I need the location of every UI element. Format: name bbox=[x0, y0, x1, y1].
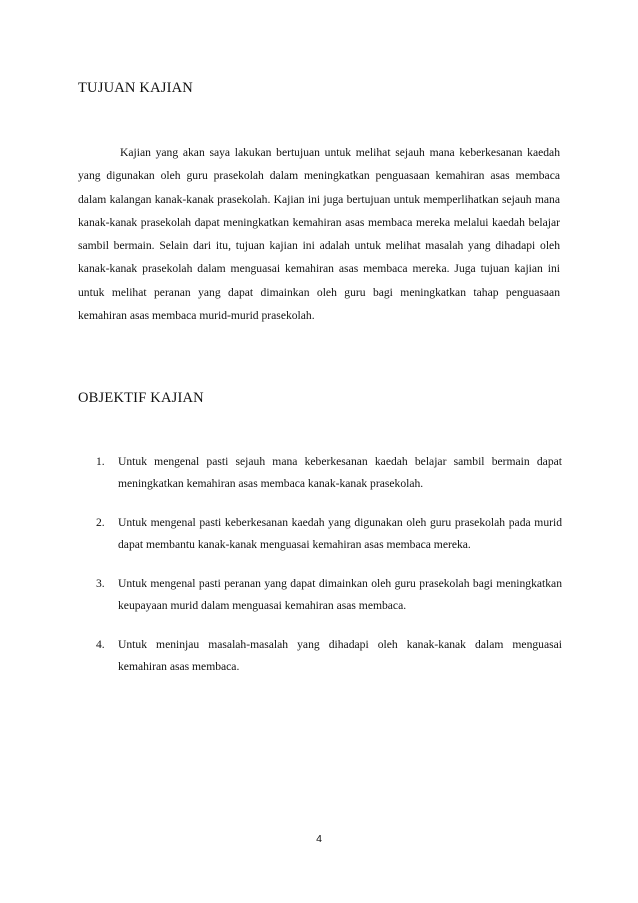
objective-text: Untuk mengenal pasti sejauh mana keberkesanan kaedah belajar sambil bermain dapat meningkatkan kemahiran asas membaca kanak-kanak prasekolah. bbox=[118, 455, 562, 490]
paragraph-tujuan-text: Kajian yang akan saya lakukan bertujuan untuk melihat sejauh mana keberkesanan kaedah yang digunakan oleh guru prasekolah dalam meningkatkan penguasaan kemahiran asas membaca dalam kalangan kanak-kanak prasekolah. Kajian ini juga bertujuan untuk memperlihatkan sejauh mana kanak-kanak prasekolah dapat meningkatkan kemahiran asas membaca mereka melalui kaedah belajar sambil bermain. Selain dari itu, tujuan kajian ini adalah untuk melihat masalah yang dihadapi oleh kanak-kanak prasekolah dalam menguasai kemahiran asas membaca mereka. Juga tujuan kajian ini untuk melihat peranan yang dapat dimainkan oleh guru bagi meningkatkan tahap penguasaan kemahiran asas membaca murid-murid prasekolah. bbox=[78, 146, 560, 323]
objective-number: 2. bbox=[96, 516, 105, 529]
objective-text: Untuk mengenal pasti peranan yang dapat dimainkan oleh guru prasekolah bagi meningkatkan keupayaan murid dalam menguasai kemahiran asas membaca. bbox=[118, 577, 562, 612]
objective-item bbox=[96, 451, 562, 495]
heading-tujuan-kajian: TUJUAN KAJIAN bbox=[78, 80, 193, 96]
objective-item bbox=[96, 512, 562, 556]
page-number: 4 bbox=[316, 833, 322, 845]
heading-objektif-kajian: OBJEKTIF KAJIAN bbox=[78, 390, 204, 406]
objectives-list bbox=[96, 451, 562, 678]
objective-item bbox=[96, 634, 562, 678]
paragraph-tujuan-kajian bbox=[78, 141, 560, 327]
objective-number: 1. bbox=[96, 455, 105, 468]
objective-text: Untuk mengenal pasti keberkesanan kaedah yang digunakan oleh guru prasekolah pada murid dapat membantu kanak-kanak menguasai kemahiran asas membaca mereka. bbox=[118, 516, 562, 551]
objective-number: 3. bbox=[96, 577, 105, 590]
objective-item bbox=[96, 573, 562, 617]
objective-text: Untuk meninjau masalah-masalah yang dihadapi oleh kanak-kanak dalam menguasai kemahiran asas membaca. bbox=[118, 638, 562, 673]
objective-number: 4. bbox=[96, 638, 105, 651]
